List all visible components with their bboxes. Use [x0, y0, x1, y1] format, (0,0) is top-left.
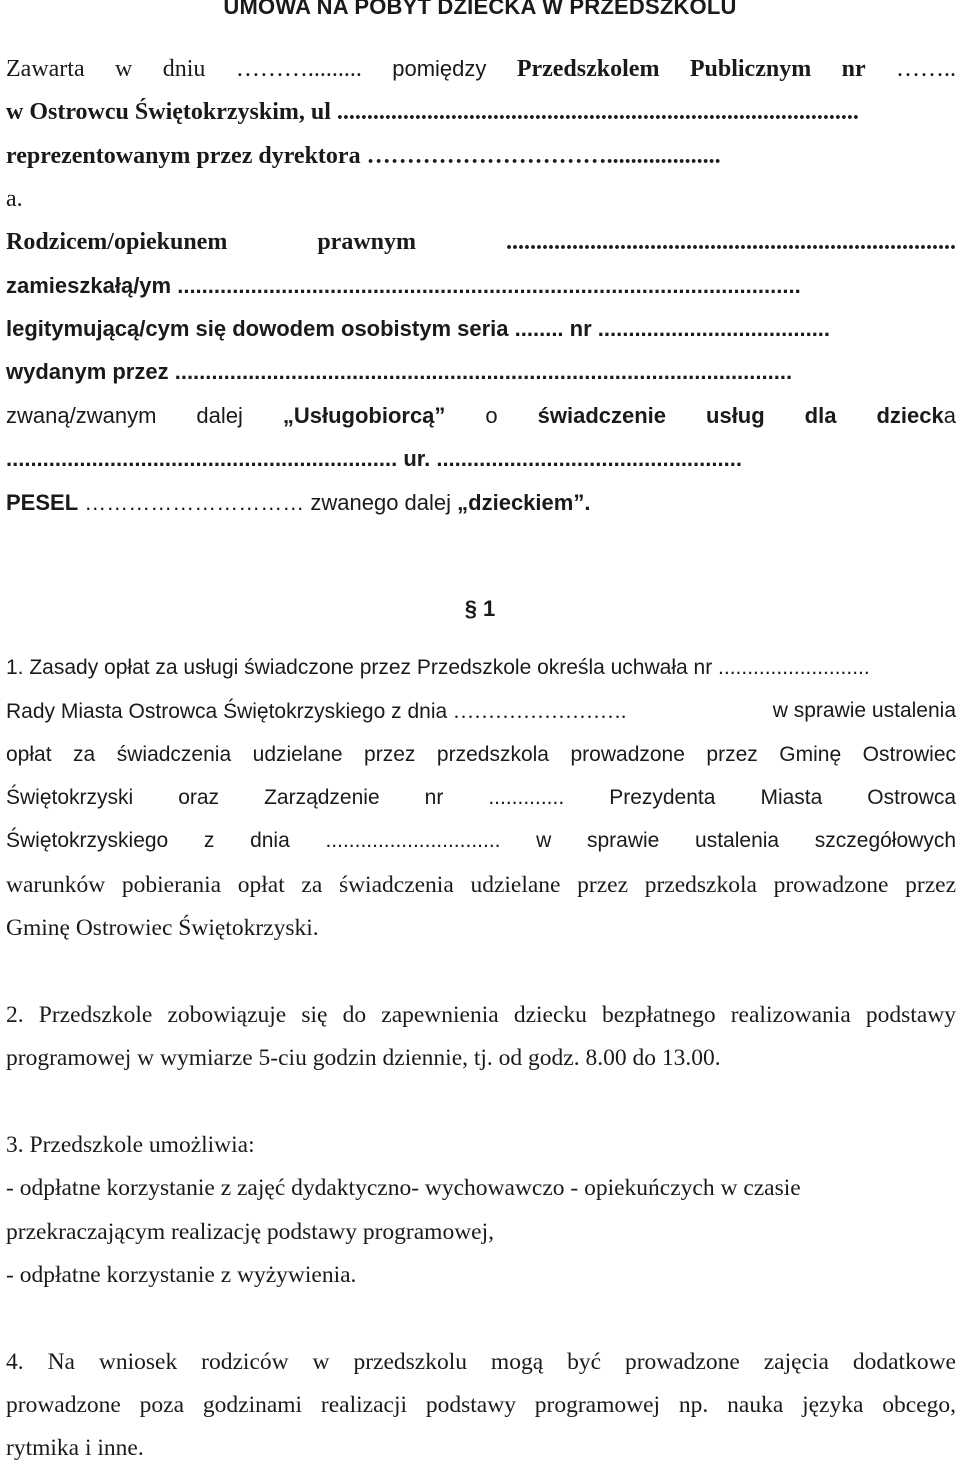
header-line-3: reprezentowanym przez dyrektora …………………………................... — [6, 143, 721, 169]
header-line-1: Zawarta w dniu ………......... pomiędzy Przedszkolem Publicznym nr …….. — [6, 56, 956, 82]
para3-line-1: 3. Przedszkole umożliwia: — [6, 1132, 255, 1158]
header-line-4: a. — [6, 186, 23, 212]
header-line-11: PESEL ………………………… zwanego dalej „dzieckiem”. — [6, 490, 591, 515]
para1-line-3: opłat za świadczenia udzielane przez przedszkola prowadzone przez Gminę Ostrowiec — [6, 743, 956, 766]
para3-line-3: przekraczającym realizację podstawy programowej, — [6, 1219, 495, 1245]
para1-line-4: Świętokrzyski oraz Zarządzenie nr ............. Prezydenta Miasta Ostrowca — [6, 786, 956, 809]
header-line-2: w Ostrowcu Świętokrzyskim, ul ....................................................................................... — [6, 99, 859, 125]
para4-line-3: rytmika i inne. — [6, 1435, 144, 1461]
para2-line-1: 2. Przedszkole zobowiązuje się do zapewnienia dziecku bezpłatnego realizowania podstawy — [6, 1002, 956, 1028]
header-line-7: legitymującą/cym się dowodem osobistym seria ........ nr ...................................... — [6, 316, 831, 341]
header-line-9: zwaną/zwanym dalej „Usługobiorcą” o świadczenie usług dla dziecka — [6, 403, 956, 428]
parent-name-blank: ........................................................................... — [506, 229, 956, 255]
header-line-6: zamieszkałą/ym ...................................................................................................... — [6, 273, 801, 298]
para3-line-2: - odpłatne korzystanie z zajęć dydaktyczno- wychowawczo - opiekuńczych w czasie — [6, 1175, 801, 1201]
para4-line-2: prowadzone poza godzinami realizacji podstawy programowej np. nauka języka obcego, — [6, 1392, 956, 1418]
para4-line-1: 4. Na wniosek rodziców w przedszkolu mogą być prowadzone zajęcia dodatkowe — [6, 1349, 956, 1375]
document-title: UMOWA NA POBYT DZIECKA W PRZEDSZKOLU — [223, 0, 737, 19]
header-line-5: Rodzicem/opiekunem prawnym ........................................................................... — [6, 229, 956, 255]
para1-line-1: 1. Zasady opłat za usługi świadczone przez Przedszkole określa uchwała nr .......................... — [6, 656, 870, 679]
date-blank: ………......... — [235, 56, 362, 82]
para1-line-2: Rady Miasta Ostrowca Świętokrzyskiego z dnia ……………………. w sprawie ustalenia — [6, 699, 956, 723]
number-blank: …….. — [896, 56, 956, 82]
director-blank: …………………………................... — [366, 143, 721, 169]
para3-line-4: - odpłatne korzystanie z wyżywienia. — [6, 1262, 357, 1288]
para2-line-2: programowej w wymiarze 5-ciu godzin dziennie, tj. od godz. 8.00 do 13.00. — [6, 1045, 721, 1071]
para1-line-7: Gminę Ostrowiec Świętokrzyski. — [6, 915, 319, 941]
section-heading: § 1 — [464, 596, 496, 621]
para1-line-6: warunków pobierania opłat za świadczenia udzielane przez przedszkola prowadzone przez — [6, 872, 956, 898]
header-line-8: wydanym przez ..................................................................................................... — [6, 359, 793, 384]
para1-line-5: Świętokrzyskiego z dnia .............................. w sprawie ustalenia szczegółowych — [6, 829, 956, 852]
header-line-10: ................................................................ ur. .................................................. — [6, 446, 742, 471]
